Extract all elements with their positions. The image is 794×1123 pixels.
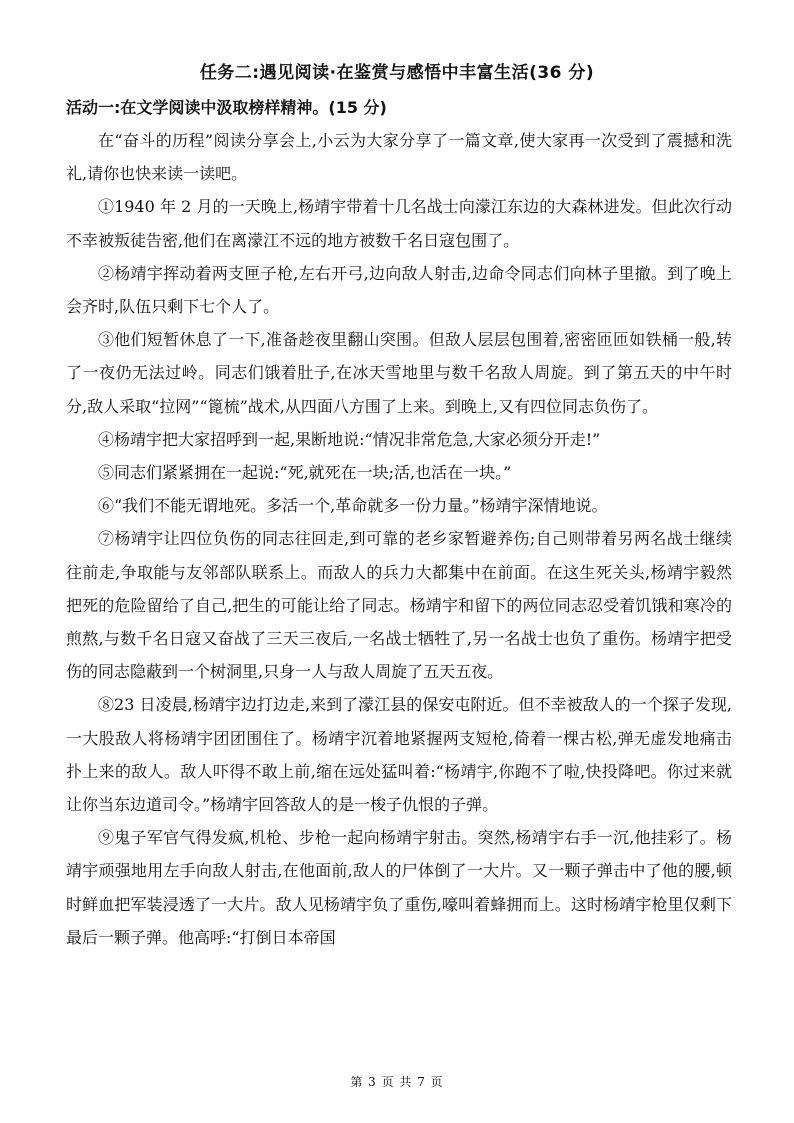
activity-title: 活动一:在文学阅读中汲取榜样精神。(15 分) (66, 98, 387, 117)
intro-paragraph: 在“奋斗的历程”阅读分享会上,小云为大家分享了一篇文章,使大家再一次受到了震撼和洗礼,请你也快来读一读吧。 (66, 131, 732, 184)
passage-paragraph-8: ⑧23 日凌晨,杨靖宇边打边走,来到了濛江县的保安屯附近。但不幸被敌人的一个探子发现,一大股敌人将杨靖宇团团围住了。杨靖宇沉着地紧握两支短枪,倚着一棵古松,弹无虚发地痛击扑上来的敌人。敌人吓得不敢上前,缩在远处猛叫着:“杨靖宇,你跑不了啦,快投降吧。你过来就让你当东边道司令。”杨靖宇回答敌人的是一梭子仇恨的子弹。 (66, 695, 732, 815)
task-title: 任务二:遇见阅读·在鉴赏与感悟中丰富生活(36 分) (199, 63, 595, 83)
passage-paragraph-7: ⑦杨靖宇让四位负伤的同志往回走,到可靠的老乡家暂避养伤;自己则带着另两名战士继续往前走,争取能与友邻部队联系上。而敌人的兵力大都集中在前面。在这生死关头,杨靖宇毅然把死的危险留给了自己,把生的可能让给了同志。杨靖宇和留下的两位同志忍受着饥饿和寒冷的煎熬,与数千名日寇又奋战了三天三夜后,一名战士牺牲了,另一名战士也负了重伤。杨靖宇把受伤的同志隐蔽到一个树洞里,只身一人与敌人周旋了五天五夜。 (66, 529, 732, 682)
reading-passage (66, 124, 732, 954)
passage-paragraph-3: ③他们短暂休息了一下,准备趁夜里翻山突围。但敌人层层包围着,密密匝匝如铁桶一般,转了一夜仍无法过岭。同志们饿着肚子,在冰天雪地里与数千名敌人周旋。到了第五天的中午时分,敌人采取“拉网”“篦梳”战术,从四面八方围了上来。到晚上,又有四位同志负伤了。 (66, 330, 732, 416)
passage-paragraph-2: ②杨靖宇挥动着两支匣子枪,左右开弓,边向敌人射击,边命令同志们向林子里撤。到了晚上会齐时,队伍只剩下七个人了。 (66, 263, 732, 317)
passage-paragraph-4: ④杨靖宇把大家招呼到一起,果断地说:“情况非常危急,大家必须分开走!” (98, 429, 601, 449)
passage-paragraph-6: ⑥“我们不能无谓地死。多活一个,革命就多一份力量。”杨靖宇深情地说。 (98, 496, 608, 516)
passage-paragraph-9: ⑨鬼子军官气得发疯,机枪、步枪一起向杨靖宇射击。突然,杨靖宇右手一沉,他挂彩了。杨靖宇顽强地用左手向敌人射击,在他面前,敌人的尸体倒了一大片。又一颗子弹击中了他的腰,顿时鲜血把军装浸透了一大片。敌人见杨靖宇负了重伤,嚎叫着蜂拥而上。这时杨靖宇枪里仅剩下最后一颗子弹。他高呼:“打倒日本帝国 (66, 828, 732, 947)
page-footer: 第 3 页 共 7 页 (350, 1075, 444, 1089)
passage-paragraph-1: ①1940 年 2 月的一天晚上,杨靖宇带着十几名战士向濛江东边的大森林进发。但此次行动不幸被叛徒告密,他们在离濛江不远的地方被数千名日寇包围了。 (66, 197, 732, 250)
passage-paragraph-5: ⑤同志们紧紧拥在一起说:“死,就死在一块;活,也活在一块。” (98, 463, 512, 483)
